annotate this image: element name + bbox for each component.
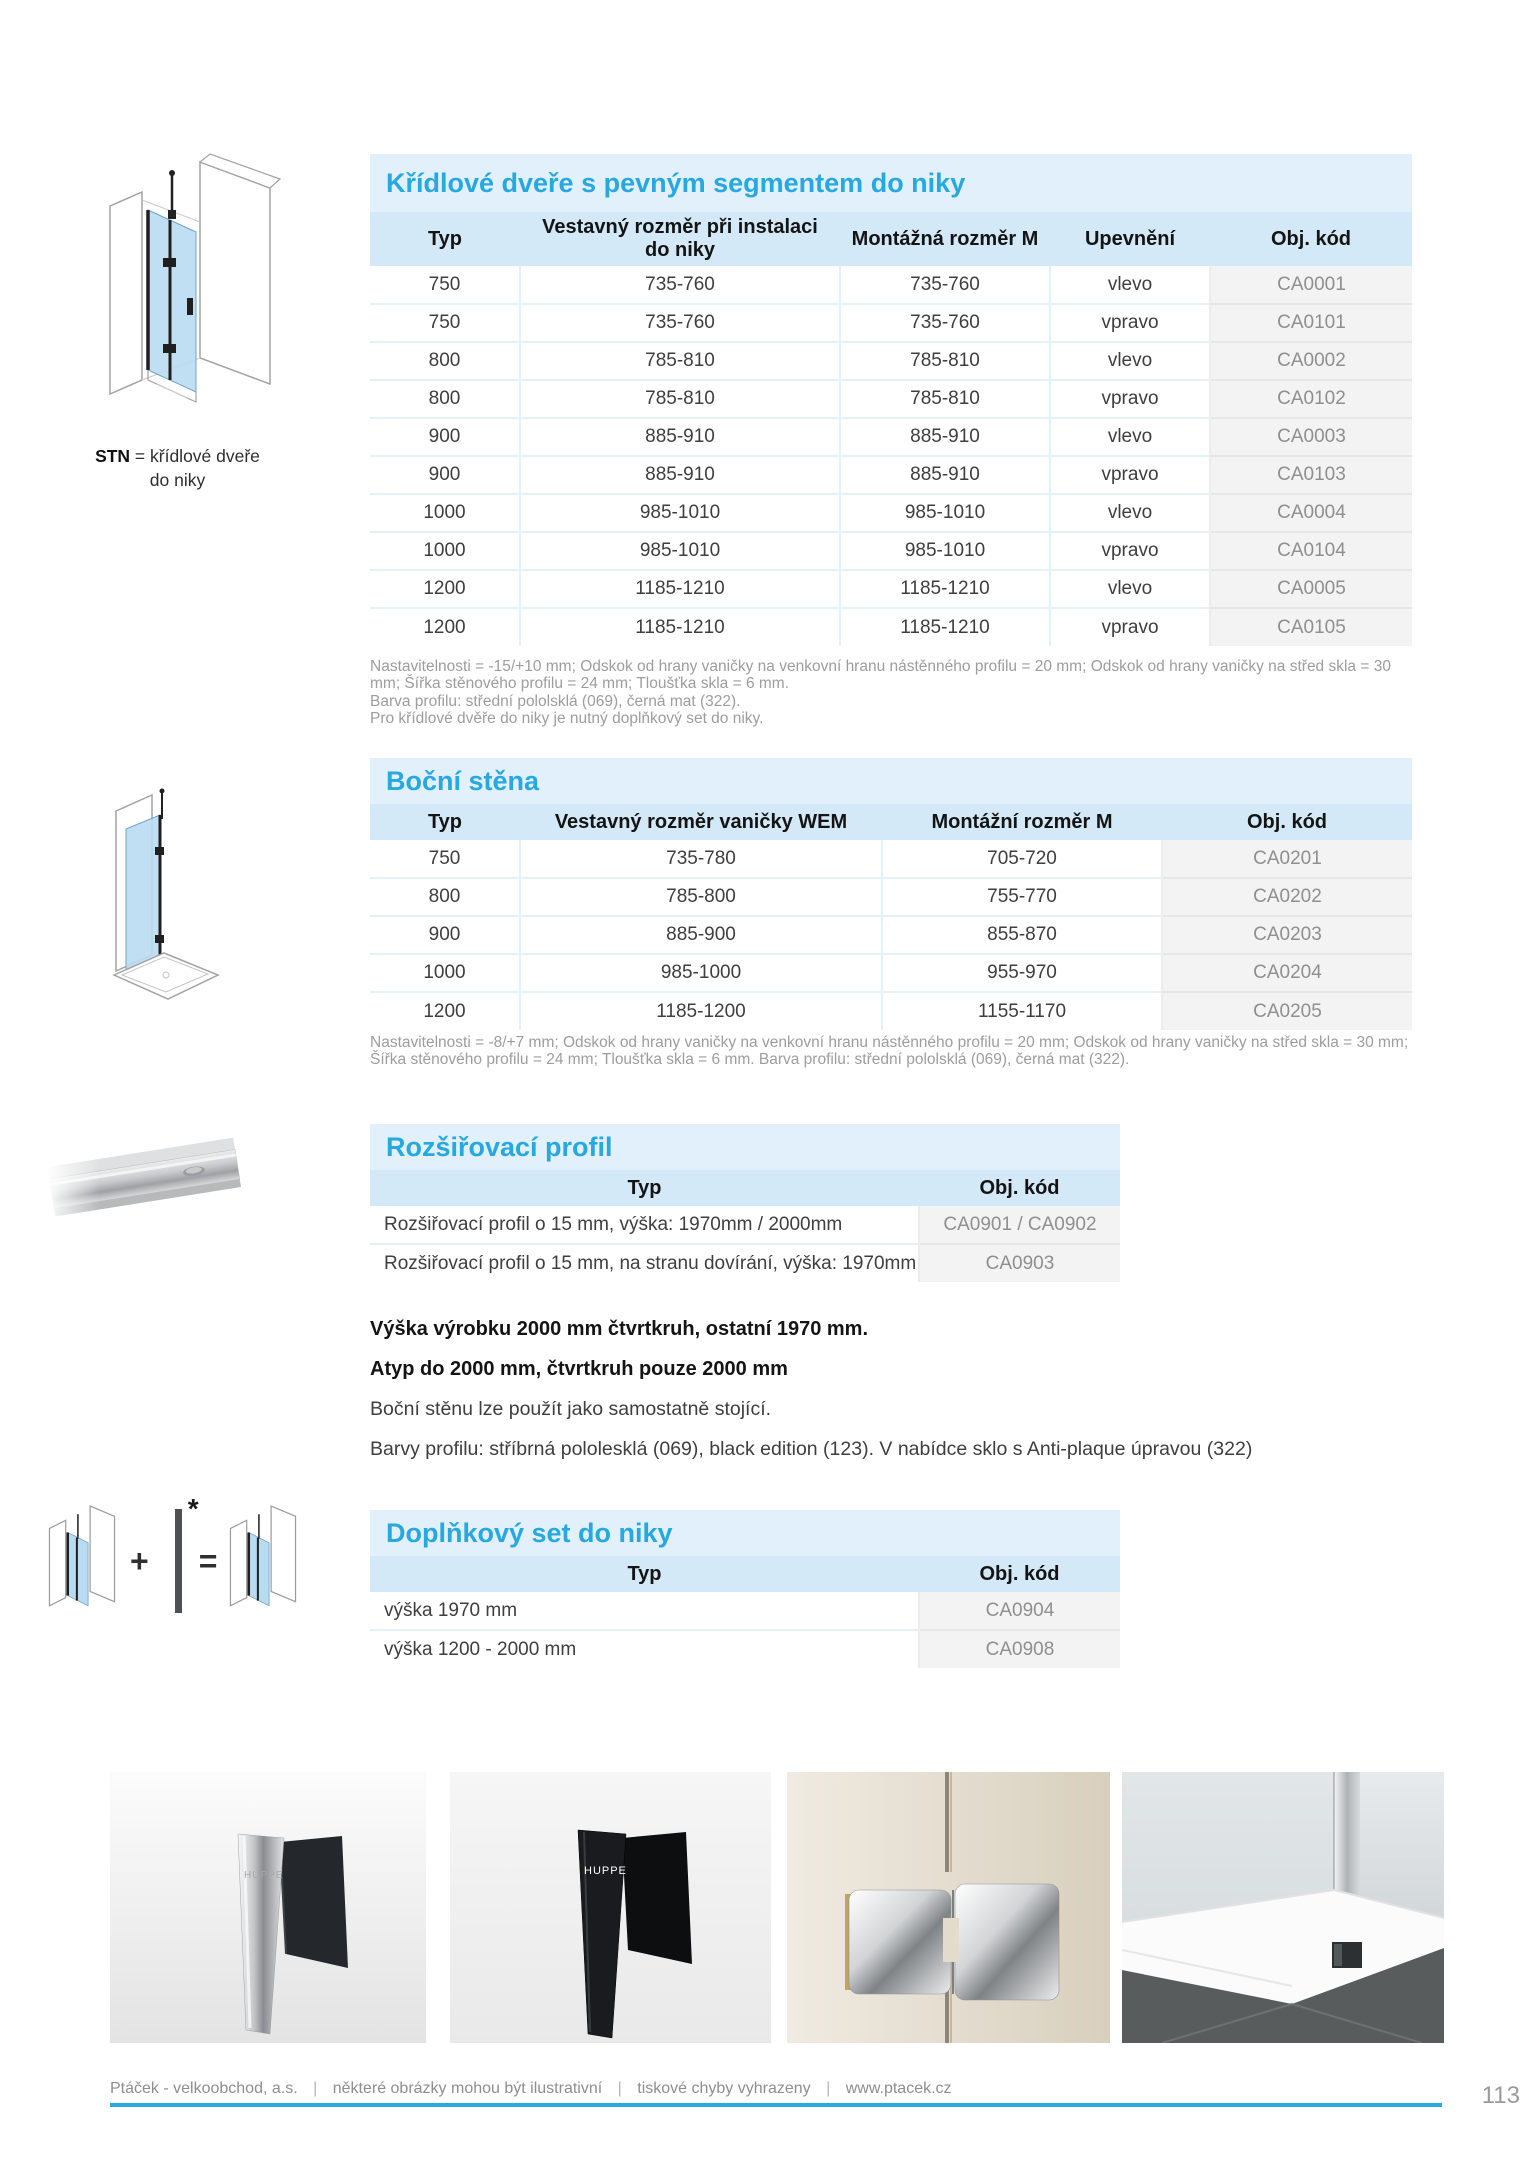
table-cell: CA0901 / CA0902: [919, 1206, 1120, 1244]
caption-text: = křídlové dveře: [130, 446, 260, 466]
table-row: [370, 418, 1412, 456]
table-row: [370, 916, 1412, 954]
table-cell: 1185-1210: [520, 570, 840, 608]
table-notes: [370, 658, 1418, 727]
table-cell: 1185-1210: [840, 608, 1050, 646]
column-header: Obj. kód: [919, 1556, 1120, 1592]
profile-bar-icon: [175, 1493, 199, 1613]
table-cell: 800: [370, 878, 520, 916]
equals-sign: =: [198, 1543, 218, 1579]
table-cell: vpravo: [1050, 608, 1210, 646]
table-cell: 855-870: [882, 916, 1162, 954]
table-cell: vlevo: [1050, 266, 1210, 304]
statement-bold: Výška výrobku 2000 mm čtvrtkruh, ostatní 1970 mm.: [370, 1318, 869, 1340]
huppe-logo: HUPPE: [244, 1870, 284, 1881]
table-cell: CA0201: [1162, 840, 1412, 878]
table-row: [370, 992, 1412, 1030]
table-cell: 985-1000: [520, 954, 882, 992]
table-cell: 1200: [370, 608, 520, 646]
table-extension-profile: [370, 1124, 1120, 1282]
table-cell: CA0903: [919, 1244, 1120, 1282]
caption-term: STN: [95, 446, 131, 466]
table-row: [370, 494, 1412, 532]
table-cell: CA0105: [1210, 608, 1412, 646]
note-line: Pro křídlové dvěře do niky je nutný doplňkový set do niky.: [370, 710, 764, 728]
product-statements: [370, 1318, 1450, 1478]
table-cell: 785-800: [520, 878, 882, 916]
note-line: Barva profilu: střední pololsklá (069), černá mat (322).: [370, 692, 741, 710]
table-niche-set: [370, 1510, 1120, 1668]
column-header: Obj. kód: [1162, 804, 1412, 840]
table-cell: vlevo: [1050, 418, 1210, 456]
statement: Boční stěnu lze použít jako samostatně stojící.: [370, 1398, 772, 1420]
footer: [110, 2080, 952, 2098]
footer-company: Ptáček - velkoobchod, a.s.: [110, 2080, 298, 2097]
table-cell: 1000: [370, 494, 520, 532]
column-header: Obj. kód: [919, 1170, 1120, 1206]
column-header: Typ: [370, 1556, 919, 1592]
header-row: [370, 212, 1412, 266]
note-line: Nastavitelnosti = -15/+10 mm; Odskok od hrany vaničky na venkovní hranu nástěnného profilu = 20 mm; Odskok od hrany vaničky na střed skla = 30 mm; Šířka stěnového profilu = 24 mm; Tloušťka skla = 6 mm.: [370, 658, 1391, 693]
huppe-logo: HUPPE: [584, 1865, 627, 1877]
table-cell: vlevo: [1050, 570, 1210, 608]
table-row: [370, 380, 1412, 418]
footer-note: některé obrázky mohou být ilustrativní: [332, 2080, 603, 2097]
table-cell: 800: [370, 380, 520, 418]
table-row: [370, 608, 1412, 646]
table-cell: CA0908: [919, 1630, 1120, 1668]
column-header: Montážná rozměr M: [840, 212, 1050, 266]
table-cell: 885-910: [840, 456, 1050, 494]
table-cell: 985-1010: [520, 532, 840, 570]
table-cell: 1000: [370, 532, 520, 570]
table-row: [370, 266, 1412, 304]
plus-sign: +: [130, 1543, 149, 1579]
table-row: [370, 342, 1412, 380]
table-cell: CA0904: [919, 1592, 1120, 1630]
statement-bold: Atyp do 2000 mm, čtvrtkruh pouze 2000 mm: [370, 1358, 788, 1380]
footer-website: www.ptacek.cz: [845, 2080, 952, 2097]
table-cell: vlevo: [1050, 494, 1210, 532]
table-cell: 985-1010: [840, 494, 1050, 532]
footer-separator: |: [826, 2080, 831, 2097]
table-cell: vlevo: [1050, 342, 1210, 380]
page-number: 113: [1481, 2082, 1520, 2109]
table-cell: 735-760: [840, 304, 1050, 342]
table-cell: 885-900: [520, 916, 882, 954]
photo-hinge: [787, 1772, 1110, 2043]
table-cell: 750: [428, 847, 461, 869]
table-cell: 885-910: [840, 418, 1050, 456]
table-cell: CA0001: [1210, 266, 1412, 304]
table-title: Doplňkový set do niky: [370, 1510, 1120, 1556]
table-cell: 785-810: [520, 342, 840, 380]
table-cell: CA0204: [1162, 954, 1412, 992]
table-row: [370, 1592, 1120, 1630]
table-cell: vpravo: [1050, 456, 1210, 494]
table-title: Křídlové dveře s pevným segmentem do niky: [370, 154, 1412, 212]
table-cell: 735-760: [520, 266, 840, 304]
table-cell: 755-770: [882, 878, 1162, 916]
column-header: Typ: [370, 804, 520, 840]
table-cell: vpravo: [1050, 532, 1210, 570]
table-cell: 900: [370, 456, 520, 494]
footer-separator: |: [313, 2080, 318, 2097]
table-cell: CA0101: [1210, 304, 1412, 342]
table-cell: 785-810: [840, 380, 1050, 418]
table-cell: 785-810: [520, 380, 840, 418]
column-header: Vestavný rozměr vaničky WEM: [520, 804, 882, 840]
table-cell: 900: [370, 418, 520, 456]
table-row: [370, 840, 1412, 878]
statement: Barvy profilu: stříbrná pololesklá (069), black edition (123). V nabídce sklo s Anti-plaque úpravou (322): [370, 1438, 1253, 1460]
column-header: Montážní rozměr M: [882, 804, 1162, 840]
table-cell: 1185-1200: [520, 992, 882, 1030]
table-title: Rozšiřovací profil: [370, 1124, 1120, 1170]
footer-separator: |: [617, 2080, 622, 2097]
column-header: Obj. kód: [1210, 212, 1412, 266]
table-cell: 1200: [370, 570, 520, 608]
table-cell: CA0002: [1210, 342, 1412, 380]
table-cell: 800: [370, 342, 520, 380]
niche-door-icon: [223, 1500, 305, 1622]
table-row: [370, 878, 1412, 916]
profile-bar: [175, 1509, 182, 1613]
table-cell: CA0103: [1210, 456, 1412, 494]
header-row: [370, 804, 1412, 840]
note-line: Nastavitelnosti = -8/+7 mm; Odskok od hrany vaničky na venkovní hranu nástěnného profilu = 20 mm; Odskok od hrany vaničky na střed skla = 30 mm; Šířka stěnového profilu = 24 mm; Tloušťka skla = 6 mm. Barva profilu: střední pololsklá (069), černá mat (322).: [370, 1034, 1409, 1069]
table-title: Boční stěna: [370, 758, 1412, 804]
table-row: [370, 304, 1412, 342]
column-header: Upevnění: [1050, 212, 1210, 266]
table-cell: 735-780: [520, 840, 882, 878]
column-header: Typ: [370, 1170, 919, 1206]
footer-note: tiskové chyby vyhrazeny: [637, 2080, 811, 2097]
footer-accent-line: [110, 2103, 1442, 2107]
table-row: [370, 1206, 1120, 1244]
niche-door-icon: [42, 1500, 124, 1622]
table-cell: 885-910: [520, 456, 840, 494]
table-cell: 900: [370, 916, 520, 954]
niche-door-diagram: [100, 148, 285, 440]
table-row: [370, 1244, 1120, 1282]
table-cell: Rozšiřovací profil o 15 mm, na stranu dovírání, výška: 1970mm: [370, 1244, 919, 1282]
table-cell: 705-720: [882, 840, 1162, 878]
table-cell: vpravo: [1050, 380, 1210, 418]
table-cell: výška 1200 - 2000 mm: [370, 1630, 919, 1668]
table-cell: CA0004: [1210, 494, 1412, 532]
side-wall-diagram: [100, 785, 260, 1020]
table-cell: CA0003: [1210, 418, 1412, 456]
table-cell: 1185-1210: [520, 608, 840, 646]
table-cell: CA0205: [1162, 992, 1412, 1030]
table-cell: 1185-1210: [840, 570, 1050, 608]
table-cell: vpravo: [1050, 304, 1210, 342]
table-cell: 1155-1170: [882, 992, 1162, 1030]
table-cell: CA0104: [1210, 532, 1412, 570]
table-cell: CA0203: [1162, 916, 1412, 954]
table-row: [370, 1630, 1120, 1668]
table-hinged-doors: [370, 154, 1412, 646]
table-row: [370, 532, 1412, 570]
photo-black-handle: [450, 1772, 771, 2043]
table-row: [370, 456, 1412, 494]
table-cell: 735-760: [840, 266, 1050, 304]
table-row: [370, 570, 1412, 608]
table-cell: 955-970: [882, 954, 1162, 992]
header-row: [370, 1170, 1120, 1206]
extension-profile-photo: [45, 1100, 245, 1270]
table-cell: 1000: [370, 954, 520, 992]
table-cell: 985-1010: [520, 494, 840, 532]
column-header: Typ: [370, 212, 520, 266]
table-side-wall: [370, 758, 1412, 1030]
photo-chrome-handle: [110, 1772, 426, 2043]
table-row: [370, 954, 1412, 992]
table-cell: 985-1010: [840, 532, 1050, 570]
table-cell: 785-810: [840, 342, 1050, 380]
set-composition-diagram: [42, 1493, 305, 1622]
table-cell: Rozšiřovací profil o 15 mm, výška: 1970mm / 2000mm: [384, 1213, 843, 1235]
table-cell: CA0202: [1162, 878, 1412, 916]
table-cell: 750: [428, 273, 461, 295]
table-cell: CA0005: [1210, 570, 1412, 608]
table-cell: CA0102: [1210, 380, 1412, 418]
table-cell: výška 1970 mm: [384, 1599, 518, 1621]
table-notes: [370, 1034, 1418, 1069]
table-cell: 735-760: [520, 304, 840, 342]
photo-corner-profile: [1122, 1772, 1444, 2043]
asterisk: *: [187, 1493, 199, 1524]
caption-line2: do niky: [149, 470, 206, 490]
column-header: Vestavný rozměr při instalaci do niky: [520, 212, 840, 266]
table-cell: 1200: [370, 992, 520, 1030]
header-row: [370, 1556, 1120, 1592]
diagram-caption: [60, 444, 295, 492]
table-cell: 750: [370, 304, 520, 342]
table-cell: 885-910: [520, 418, 840, 456]
